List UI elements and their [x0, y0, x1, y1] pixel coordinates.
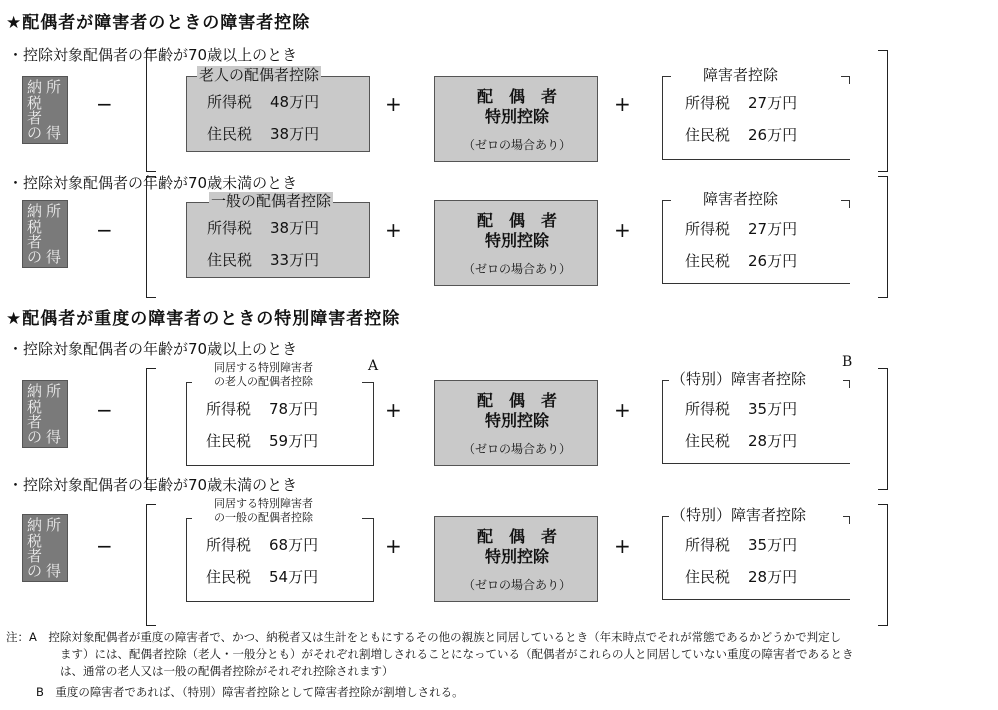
resident-tax-row: 住民税 28万円 [685, 432, 798, 450]
special-spouse-deduction-box: 配 偶 者 特別控除 （ゼロの場合あり） [434, 200, 598, 286]
bracket-left [146, 176, 156, 298]
resident-tax-row: 住民税 54万円 [206, 568, 319, 586]
minus-sign: − [96, 92, 113, 116]
minus-sign: − [96, 398, 113, 422]
special-spouse-deduction-box-a [186, 361, 374, 466]
section-3 [0, 338, 998, 468]
box-title-line-2: の一般の配偶者控除 [214, 511, 313, 524]
income-tax-row: 所得税 78万円 [206, 400, 319, 418]
income-tax-row: 所得税 68万円 [206, 536, 319, 554]
box-title-line-2: の老人の配偶者控除 [214, 375, 313, 388]
income-tax-row: 所得税 38万円 [207, 219, 320, 237]
minus-sign: − [96, 534, 113, 558]
condition-label: ・控除対象配偶者の年齢が70歳以上のとき [8, 340, 298, 358]
bracket-right [878, 368, 888, 490]
disability-deduction-box [662, 190, 850, 284]
box-title: （特別）障害者控除 [671, 506, 807, 524]
box-title: （特別）障害者控除 [671, 370, 807, 388]
box-title: 障害者控除 [703, 190, 779, 208]
condition-label: ・控除対象配偶者の年齢が70歳以上のとき [8, 46, 298, 64]
bracket-right [878, 176, 888, 298]
plus-sign: + [385, 398, 402, 422]
plus-sign: + [614, 534, 631, 558]
bracket-left [146, 368, 156, 490]
box-title: 障害者控除 [703, 66, 779, 84]
resident-tax-row: 住民税 59万円 [206, 432, 319, 450]
section-4 [0, 474, 998, 610]
plus-sign: + [385, 92, 402, 116]
resident-tax-row: 住民税 26万円 [685, 126, 798, 144]
marker-a: A [368, 358, 379, 374]
special-spouse-deduction-box-a [186, 497, 374, 602]
income-tax-row: 所得税 27万円 [685, 94, 798, 112]
note-a-line-1: 注：A 控除対象配偶者が重度の障害者で、かつ、納税者又は生計をともにするその他の親族と同居しているとき（年末時点でそれが常態であるかどうかで判定し [6, 630, 842, 644]
special-spouse-deduction-box: 配 偶 者 特別控除 （ゼロの場合あり） [434, 76, 598, 162]
note-b: B 重度の障害者であれば、（特別）障害者控除として障害者控除が割増しされる。 [36, 685, 464, 699]
condition-label: ・控除対象配偶者の年齢が70歳未満のとき [8, 476, 298, 494]
disability-deduction-box [662, 66, 850, 160]
bracket-right [878, 50, 888, 172]
heading-spouse-disabled: ★配偶者が障害者のときの障害者控除 [6, 13, 311, 33]
resident-tax-row: 住民税 33万円 [207, 251, 320, 269]
bracket-left [146, 504, 156, 626]
spouse-deduction-box [186, 66, 370, 152]
minus-sign: − [96, 218, 113, 242]
plus-sign: + [614, 398, 631, 422]
income-tax-row: 所得税 35万円 [685, 400, 798, 418]
plus-sign: + [614, 218, 631, 242]
resident-tax-row: 住民税 26万円 [685, 252, 798, 270]
income-tax-row: 所得税 48万円 [207, 93, 320, 111]
section-1 [0, 44, 998, 174]
box-title-line-1: 同居する特別障害者 [214, 361, 313, 374]
marker-b: B [842, 354, 853, 370]
plus-sign: + [614, 92, 631, 116]
special-spouse-deduction-box: 配 偶 者 特別控除 （ゼロの場合あり） [434, 516, 598, 602]
income-box: 所 納 税 得 者 の [22, 380, 68, 448]
plus-sign: + [385, 534, 402, 558]
special-spouse-deduction-box: 配 偶 者 特別控除 （ゼロの場合あり） [434, 380, 598, 466]
section-2 [0, 172, 998, 302]
disability-deduction-box [662, 370, 850, 464]
heading-spouse-severely-disabled: ★配偶者が重度の障害者のときの特別障害者控除 [6, 309, 401, 329]
income-tax-row: 所得税 27万円 [685, 220, 798, 238]
note-a-line-2: ます）には、配偶者控除（老人・一般分とも）がそれぞれ割増しされることになっている（配偶者がこれらの人と同居していない重度の障害者であるとき [60, 647, 854, 661]
disability-deduction-box [662, 506, 850, 600]
condition-label: ・控除対象配偶者の年齢が70歳未満のとき [8, 174, 298, 192]
income-tax-row: 所得税 35万円 [685, 536, 798, 554]
note-a-line-3: は、通常の老人又は一般の配偶者控除がそれぞれ控除されます） [60, 664, 394, 678]
plus-sign: + [385, 218, 402, 242]
resident-tax-row: 住民税 38万円 [207, 125, 320, 143]
box-title: 一般の配偶者控除 [211, 192, 332, 210]
income-box: 所 納 税 得 者 の [22, 200, 68, 268]
income-box: 所 納 税 得 者 の [22, 514, 68, 582]
bracket-left [146, 50, 156, 172]
box-title-line-1: 同居する特別障害者 [214, 497, 313, 510]
income-box: 所 納 税 得 者 の [22, 76, 68, 144]
resident-tax-row: 住民税 28万円 [685, 568, 798, 586]
bracket-right [878, 504, 888, 626]
box-title: 老人の配偶者控除 [199, 66, 320, 84]
spouse-deduction-box [186, 192, 370, 278]
